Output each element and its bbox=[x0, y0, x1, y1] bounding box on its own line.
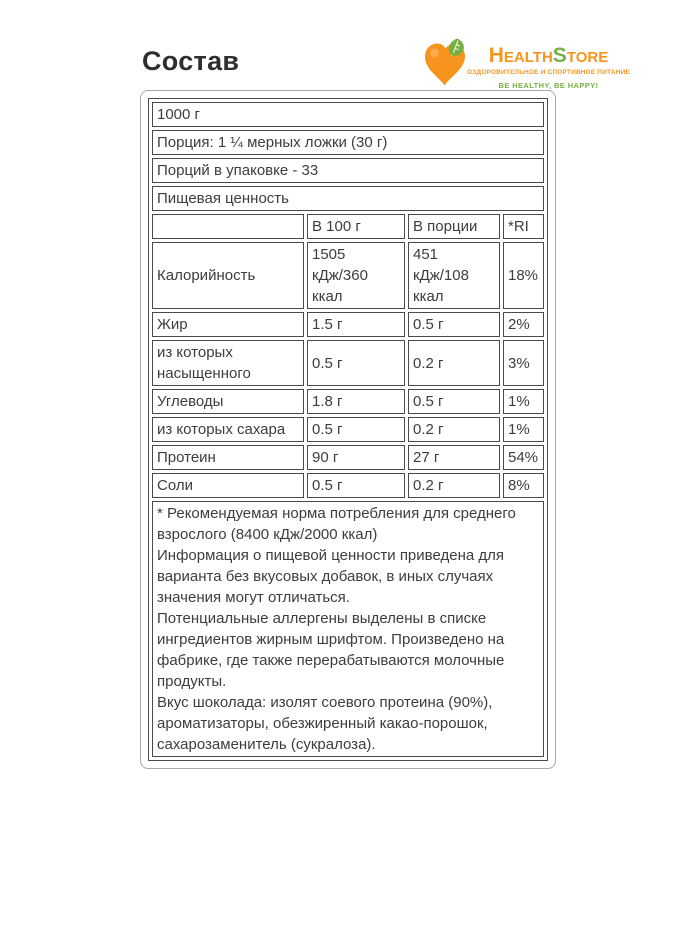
heart-highlight bbox=[430, 49, 439, 58]
nutrient-per100: 1505 кДж/360 ккал bbox=[307, 242, 405, 309]
table-row-calories bbox=[152, 242, 544, 309]
logo-tagline-en: BE HEALTHY, BE HAPPY! bbox=[498, 81, 599, 90]
nutrient-label: Калорийность bbox=[152, 242, 304, 309]
note-ri-reference: * Рекомендуемая норма потребления для среднего взрослого (8400 кДж/2000 ккал) bbox=[157, 505, 516, 543]
table-row-sugars bbox=[152, 417, 544, 442]
nutrient-per-serving: 0.5 г bbox=[408, 312, 500, 337]
nutrient-label: Углеводы bbox=[152, 389, 304, 414]
nutrient-per-serving: 0.2 г bbox=[408, 340, 500, 386]
logo-tagline-ru: ОЗДОРОВИТЕЛЬНОЕ И СПОРТИВНОЕ ПИТАНИЕ bbox=[467, 69, 630, 76]
note-flavour-values: Информация о пищевой ценности приведена для варианта без вкусовых добавок, в иных случаях значения могут отличаться. bbox=[157, 547, 504, 606]
brand-tore: TORE bbox=[566, 49, 609, 66]
healthstore-logo[interactable] bbox=[422, 37, 630, 90]
nutrient-ri: 8% bbox=[503, 473, 544, 498]
nutrient-label: Протеин bbox=[152, 445, 304, 470]
note-ingredients: Вкус шоколада: изолят соевого протеина (90%), ароматизаторы, обезжиренный какао-порошок, сахарозаменитель (сукралоза). bbox=[157, 694, 493, 753]
nutrient-per-serving: 0.5 г bbox=[408, 389, 500, 414]
nutrient-label: из которых сахара bbox=[152, 417, 304, 442]
table-row-salt bbox=[152, 473, 544, 498]
brand-ealth: EALTH bbox=[503, 49, 553, 66]
nutrient-ri: 1% bbox=[503, 417, 544, 442]
table-row-saturated-fat bbox=[152, 340, 544, 386]
table-row bbox=[152, 130, 544, 155]
nutrient-ri: 3% bbox=[503, 340, 544, 386]
brand-letter-h: H bbox=[488, 44, 504, 67]
nutrient-per-serving: 0.2 г bbox=[408, 417, 500, 442]
nutrient-label: Жир bbox=[152, 312, 304, 337]
info-servings-per-pack: Порций в упаковке - 33 bbox=[152, 158, 544, 183]
table-row bbox=[152, 102, 544, 127]
notes-cell bbox=[152, 501, 544, 757]
heart-leaf-icon bbox=[422, 37, 468, 89]
nutrient-ri: 1% bbox=[503, 389, 544, 414]
brand-letter-s: S bbox=[552, 44, 567, 67]
nutrient-per-serving: 0.2 г bbox=[408, 473, 500, 498]
nutrient-ri: 18% bbox=[503, 242, 544, 309]
nutrition-card bbox=[140, 90, 556, 769]
col-header-ri: *RI bbox=[503, 214, 544, 239]
table-row-notes bbox=[152, 501, 544, 757]
info-weight: 1000 г bbox=[152, 102, 544, 127]
note-allergens: Потенциальные аллергены выделены в списке ингредиентов жирным шрифтом. Произведено на фабрике, где также перерабатываются молочные продукты. bbox=[157, 610, 505, 690]
table-row-fat bbox=[152, 312, 544, 337]
col-header-per-100g: В 100 г bbox=[307, 214, 405, 239]
nutrient-per100: 1.8 г bbox=[307, 389, 405, 414]
nutrient-per-serving: 27 г bbox=[408, 445, 500, 470]
col-header-per-serving: В порции bbox=[408, 214, 500, 239]
brand-name bbox=[488, 44, 609, 67]
nutrient-ri: 54% bbox=[503, 445, 544, 470]
info-nutrition-heading: Пищевая ценность bbox=[152, 186, 544, 211]
table-header-row bbox=[152, 214, 544, 239]
nutrient-per-serving: 451 кДж/108 ккал bbox=[408, 242, 500, 309]
nutrient-per100: 90 г bbox=[307, 445, 405, 470]
nutrient-label: Соли bbox=[152, 473, 304, 498]
nutrient-ri: 2% bbox=[503, 312, 544, 337]
nutrient-per100: 0.5 г bbox=[307, 473, 405, 498]
logo-text-block bbox=[467, 46, 630, 90]
table-row bbox=[152, 158, 544, 183]
info-serving-size: Порция: 1 ¼ мерных ложки (30 г) bbox=[152, 130, 544, 155]
nutrition-table bbox=[148, 98, 548, 761]
table-row-carbs bbox=[152, 389, 544, 414]
nutrient-per100: 1.5 г bbox=[307, 312, 405, 337]
col-header-empty bbox=[152, 214, 304, 239]
page-title: Состав bbox=[142, 46, 240, 76]
nutrient-per100: 0.5 г bbox=[307, 417, 405, 442]
table-row bbox=[152, 186, 544, 211]
nutrient-per100: 0.5 г bbox=[307, 340, 405, 386]
nutrient-label: из которых насыщенного bbox=[152, 340, 304, 386]
table-row-protein bbox=[152, 445, 544, 470]
